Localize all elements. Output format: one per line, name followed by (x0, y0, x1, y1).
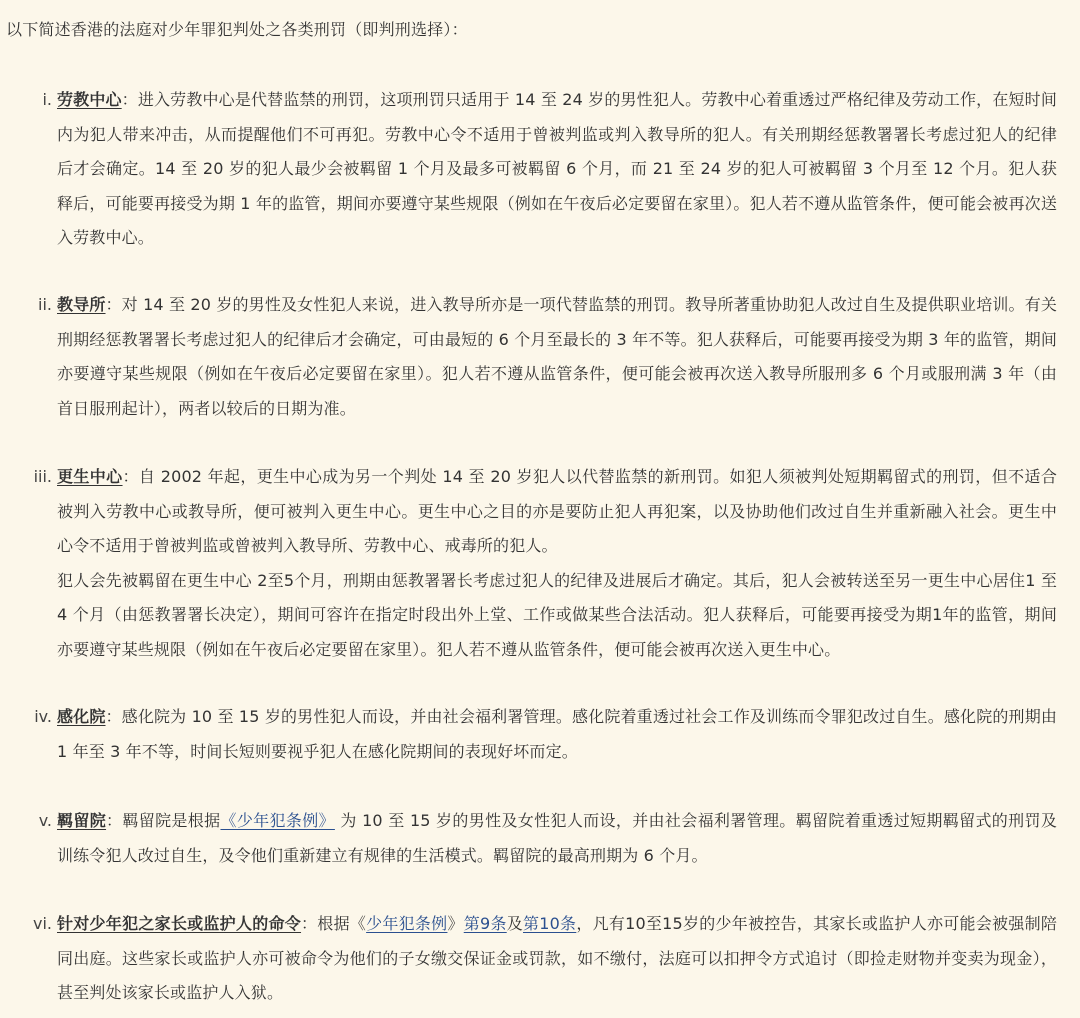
list-marker: vi. (33, 914, 52, 933)
term-label: 感化院 (57, 707, 106, 726)
item-text: ：感化院为 10 至 15 岁的男性犯人而设，并由社会福利署管理。感化院着重透过社会工作及训练而令罪犯改过自生。感化院的刑期由 1 年至 3 年不等，时间长短则要视乎犯人在感化院期间的表现好坏而定。 (57, 707, 1058, 761)
list-marker: v. (38, 811, 52, 830)
item-text-after: ，凡有10至15岁的少年被控告，其家长或监护人亦可能会被强制陪同出庭。这些家长或监护人亦可被命令为他们的子女缴交保证金或罚款，如不缴付，法庭可以扣押令方式追讨（即捡走财物并变卖为现金），甚至判处该家长或监护人入狱。 (57, 914, 1057, 1002)
list-marker: i. (42, 90, 52, 109)
term-label: 羁留院 (57, 811, 107, 830)
item-text: ：羁留院是根据 (106, 811, 221, 830)
list-marker: iii. (33, 467, 52, 486)
term-label: 针对少年犯之家长或监护人的命令 (57, 914, 302, 933)
section-9-link[interactable]: 第9条 (463, 914, 507, 933)
list-item-body (57, 288, 1057, 426)
list-marker: iv. (34, 707, 52, 726)
item-text-after: 为 10 至 15 岁的男性及女性犯人而设，并由社会福利署管理。羁留院着重透过短期羁留式的刑罚及训练令犯人改过自生，及令他们重新建立有规律的生活模式。羁留院的最高刑期为 6 个月。 (57, 811, 1057, 865)
list-item-body (57, 83, 1057, 256)
item-text-mid: 》 (447, 914, 464, 933)
term-label: 劳教中心 (57, 90, 122, 109)
item-text-mid: 及 (506, 914, 523, 933)
list-item-body (57, 907, 1057, 1011)
list-item-body (57, 460, 1057, 667)
list-item-body (57, 700, 1057, 769)
item-text: ：自 2002 年起，更生中心成为另一个判处 14 至 20 岁犯人以代替监禁的新刑罚。如犯人须被判处短期羁留式的刑罚，但不适合被判入劳教中心或教导所，便可被判入更生中心。更生中心之目的亦是要防止犯人再犯案，以及协助他们改过自生并重新融入社会。更生中心令不适用于曾被判监或曾被判入教导所、劳教中心、戒毒所的犯人。 (57, 467, 1057, 555)
term-label: 更生中心 (57, 467, 123, 486)
list-marker: ii. (38, 295, 52, 314)
item-text: ：对 14 至 20 岁的男性及女性犯人来说，进入教导所亦是一项代替监禁的刑罚。教导所著重协助犯人改过自生及提供职业培训。有关刑期经惩教署署长考虑过犯人的纪律后才会确定，可由最短的 6 个月至最长的 3 年不等。犯人获释后，可能要再接受为期 3 年的监管，期间亦要遵守某些规限（例如在午夜后必定要留在家里）。犯人若不遵从监管条件，便可能会被再次送入教导所服刑多 6 个月或服刑满 3 年（由首日服刑起计），两者以较后的日期为准。 (57, 295, 1058, 418)
item-text: ：根据《 (301, 914, 367, 933)
section-10-link[interactable]: 第10条 (523, 914, 577, 933)
list-item-body (57, 804, 1057, 873)
intro-text: 以下简述香港的法庭对少年罪犯判处之各类刑罚（即判刑选择）： (6, 20, 468, 39)
ordinance-link[interactable]: 《少年犯条例》 (220, 811, 335, 830)
item-text: ：进入劳教中心是代替监禁的刑罚，这项刑罚只适用于 14 至 24 岁的男性犯人。劳教中心着重透过严格纪律及劳动工作，在短时间内为犯人带来冲击，从而提醒他们不可再犯。劳教中心令不适用于曾被判监或判入教导所的犯人。有关刑期经惩教署署长考虑过犯人的纪律后才会确定。14 至 20 岁的犯人最少会被羁留 1 个月及最多可被羁留 6 个月，而 21 至 24 岁的犯人可被羁留 3 个月至 12 个月。犯人获释后，可能要再接受为期 1 年的监管，期间亦要遵守某些规限（例如在午夜后必定要留在家里）。犯人若不遵从监管条件，便可能会被再次送入劳教中心。 (57, 90, 1057, 247)
term-label: 教导所 (57, 295, 106, 314)
ordinance-link[interactable]: 少年犯条例 (366, 914, 448, 933)
item-text-continued: 犯人会先被羁留在更生中心 2至5个月，刑期由惩教署署长考虑过犯人的纪律及进展后才确定。其后，犯人会被转送至另一更生中心居住1 至4 个月（由惩教署署长决定），期间可容许在指定时段出外上堂、工作或做某些合法活动。犯人获释后，可能要再接受为期1年的监管，期间亦要遵守某些规限（例如在午夜后必定要留在家里）。犯人若不遵从监管条件，便可能会被再次送入更生中心。 (57, 570, 1057, 659)
